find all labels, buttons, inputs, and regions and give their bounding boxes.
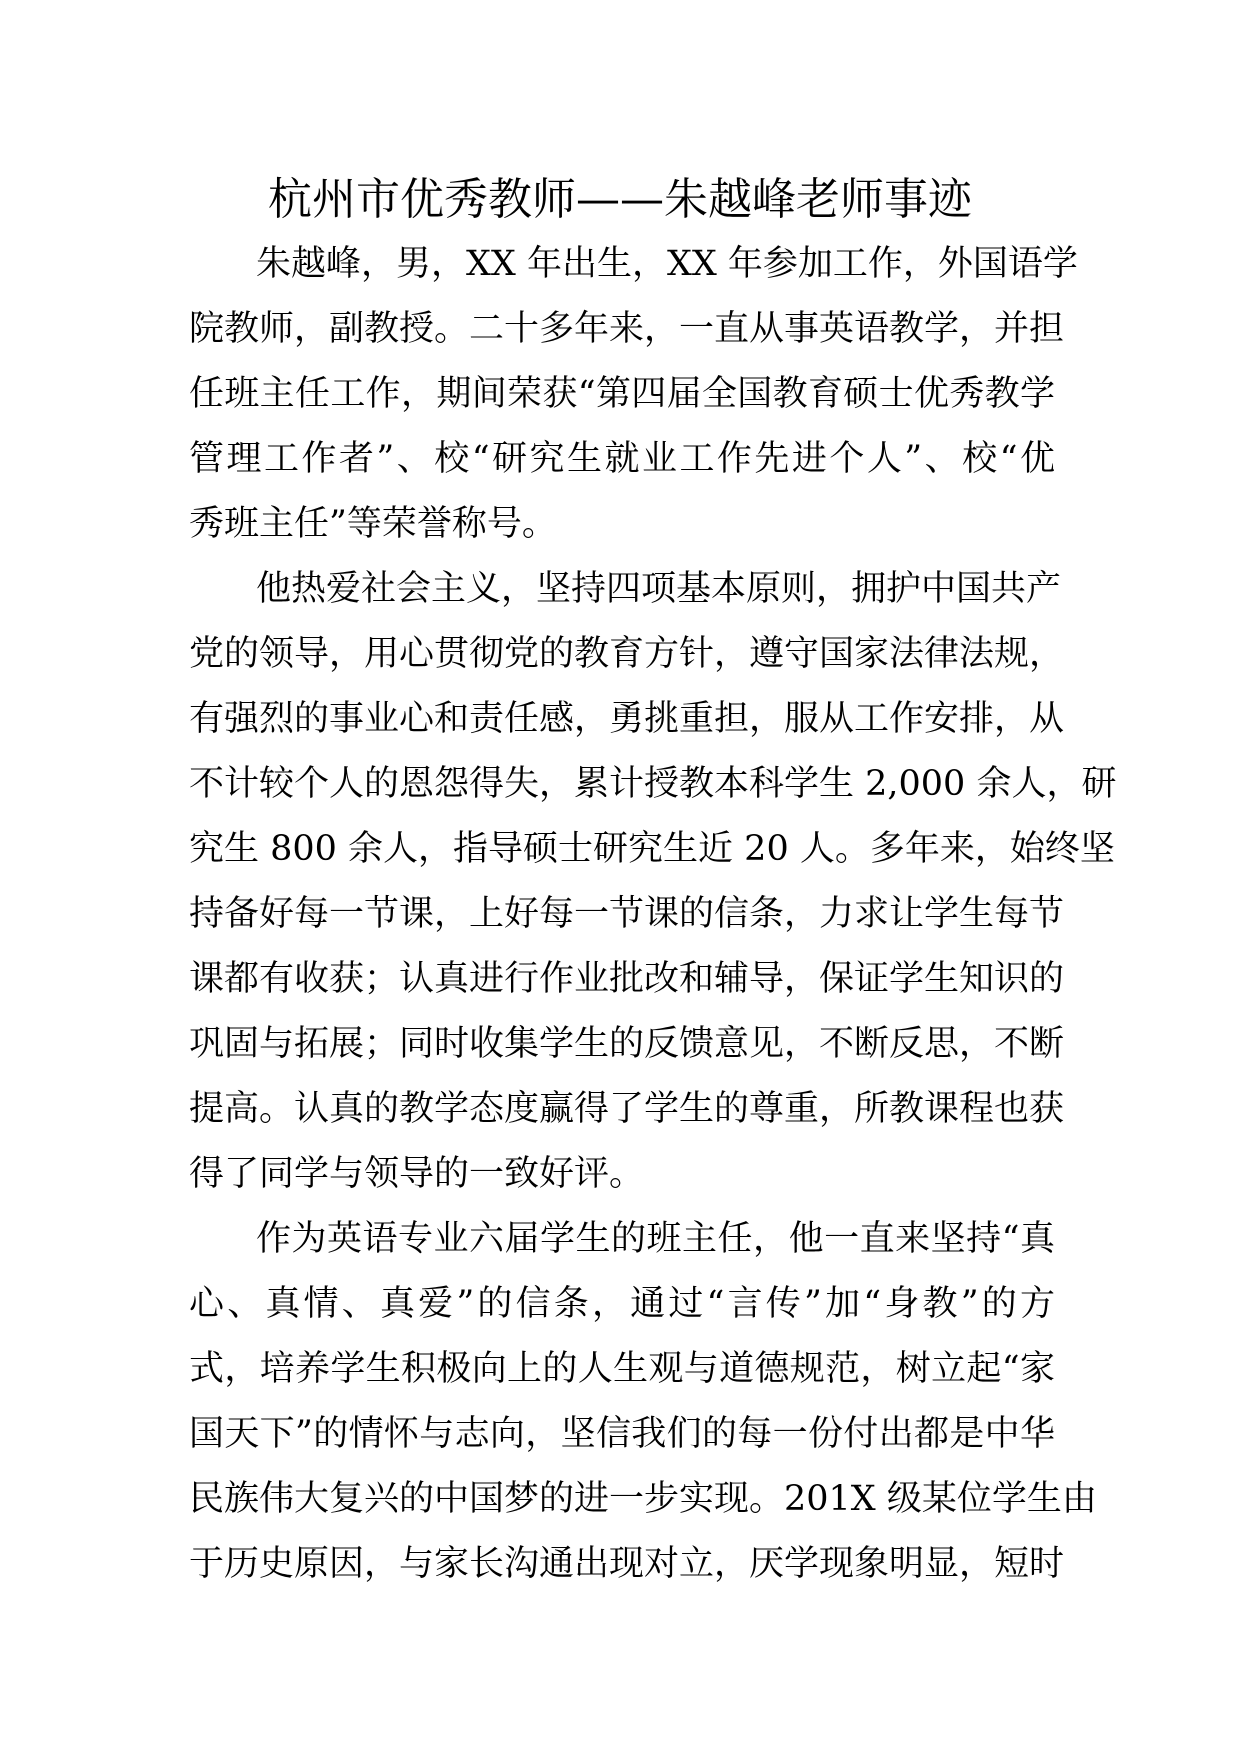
text-line: 他热爱社会主义，坚持四项基本原则，拥护中国共产	[256, 569, 1062, 609]
text-line: 管理工作者”、校“研究生就业工作先进个人”、校“优	[189, 439, 1055, 479]
text-line: 不计较个人的恩怨得失，累计授教本科学生 2,000 余人，研	[189, 764, 1117, 804]
paragraph-1	[189, 232, 1078, 557]
text-line: 于历史原因，与家长沟通出现对立，厌学现象明显，短时	[189, 1544, 1065, 1584]
text-line: 作为英语专业六届学生的班主任，他一直来坚持“真	[256, 1219, 1055, 1259]
text-line: 有强烈的事业心和责任感，勇挑重担，服从工作安排，从	[189, 699, 1065, 739]
text-line: 心、真情、真爱”的信条，通过“言传”加“身教”的方	[189, 1284, 1055, 1324]
paragraph-3	[189, 1207, 1097, 1597]
text-line: 民族伟大复兴的中国梦的进一步实现。201X 级某位学生由	[189, 1479, 1097, 1519]
document-body	[189, 232, 1117, 1597]
paragraph-2	[189, 557, 1117, 1207]
text-line: 课都有收获；认真进行作业批改和辅导，保证学生知识的	[189, 959, 1065, 999]
text-line: 持备好每一节课，上好每一节课的信条，力求让学生每节	[189, 894, 1065, 934]
text-line: 究生 800 余人，指导硕士研究生近 20 人。多年来，始终坚	[189, 829, 1115, 869]
text-line: 得了同学与领导的一致好评。	[189, 1154, 645, 1194]
text-line: 秀班主任”等荣誉称号。	[189, 504, 557, 544]
text-line: 院教师，副教授。二十多年来，一直从事英语教学，并担	[189, 309, 1065, 349]
text-line: 提高。认真的教学态度赢得了学生的尊重，所教课程也获	[189, 1089, 1065, 1129]
document-title: 杭州市优秀教师——朱越峰老师事迹	[268, 174, 972, 225]
text-line: 式，培养学生积极向上的人生观与道德规范，树立起“家	[189, 1349, 1055, 1389]
text-line: 党的领导，用心贯彻党的教育方针，遵守国家法律法规，	[189, 634, 1065, 674]
text-line: 朱越峰，男，XX 年出生，XX 年参加工作，外国语学	[256, 244, 1078, 284]
text-line: 巩固与拓展；同时收集学生的反馈意见，不断反思，不断	[189, 1024, 1065, 1064]
text-line: 任班主任工作，期间荣获“第四届全国教育硕士优秀教学	[189, 374, 1055, 414]
text-line: 国天下”的情怀与志向，坚信我们的每一份付出都是中华	[189, 1414, 1055, 1454]
